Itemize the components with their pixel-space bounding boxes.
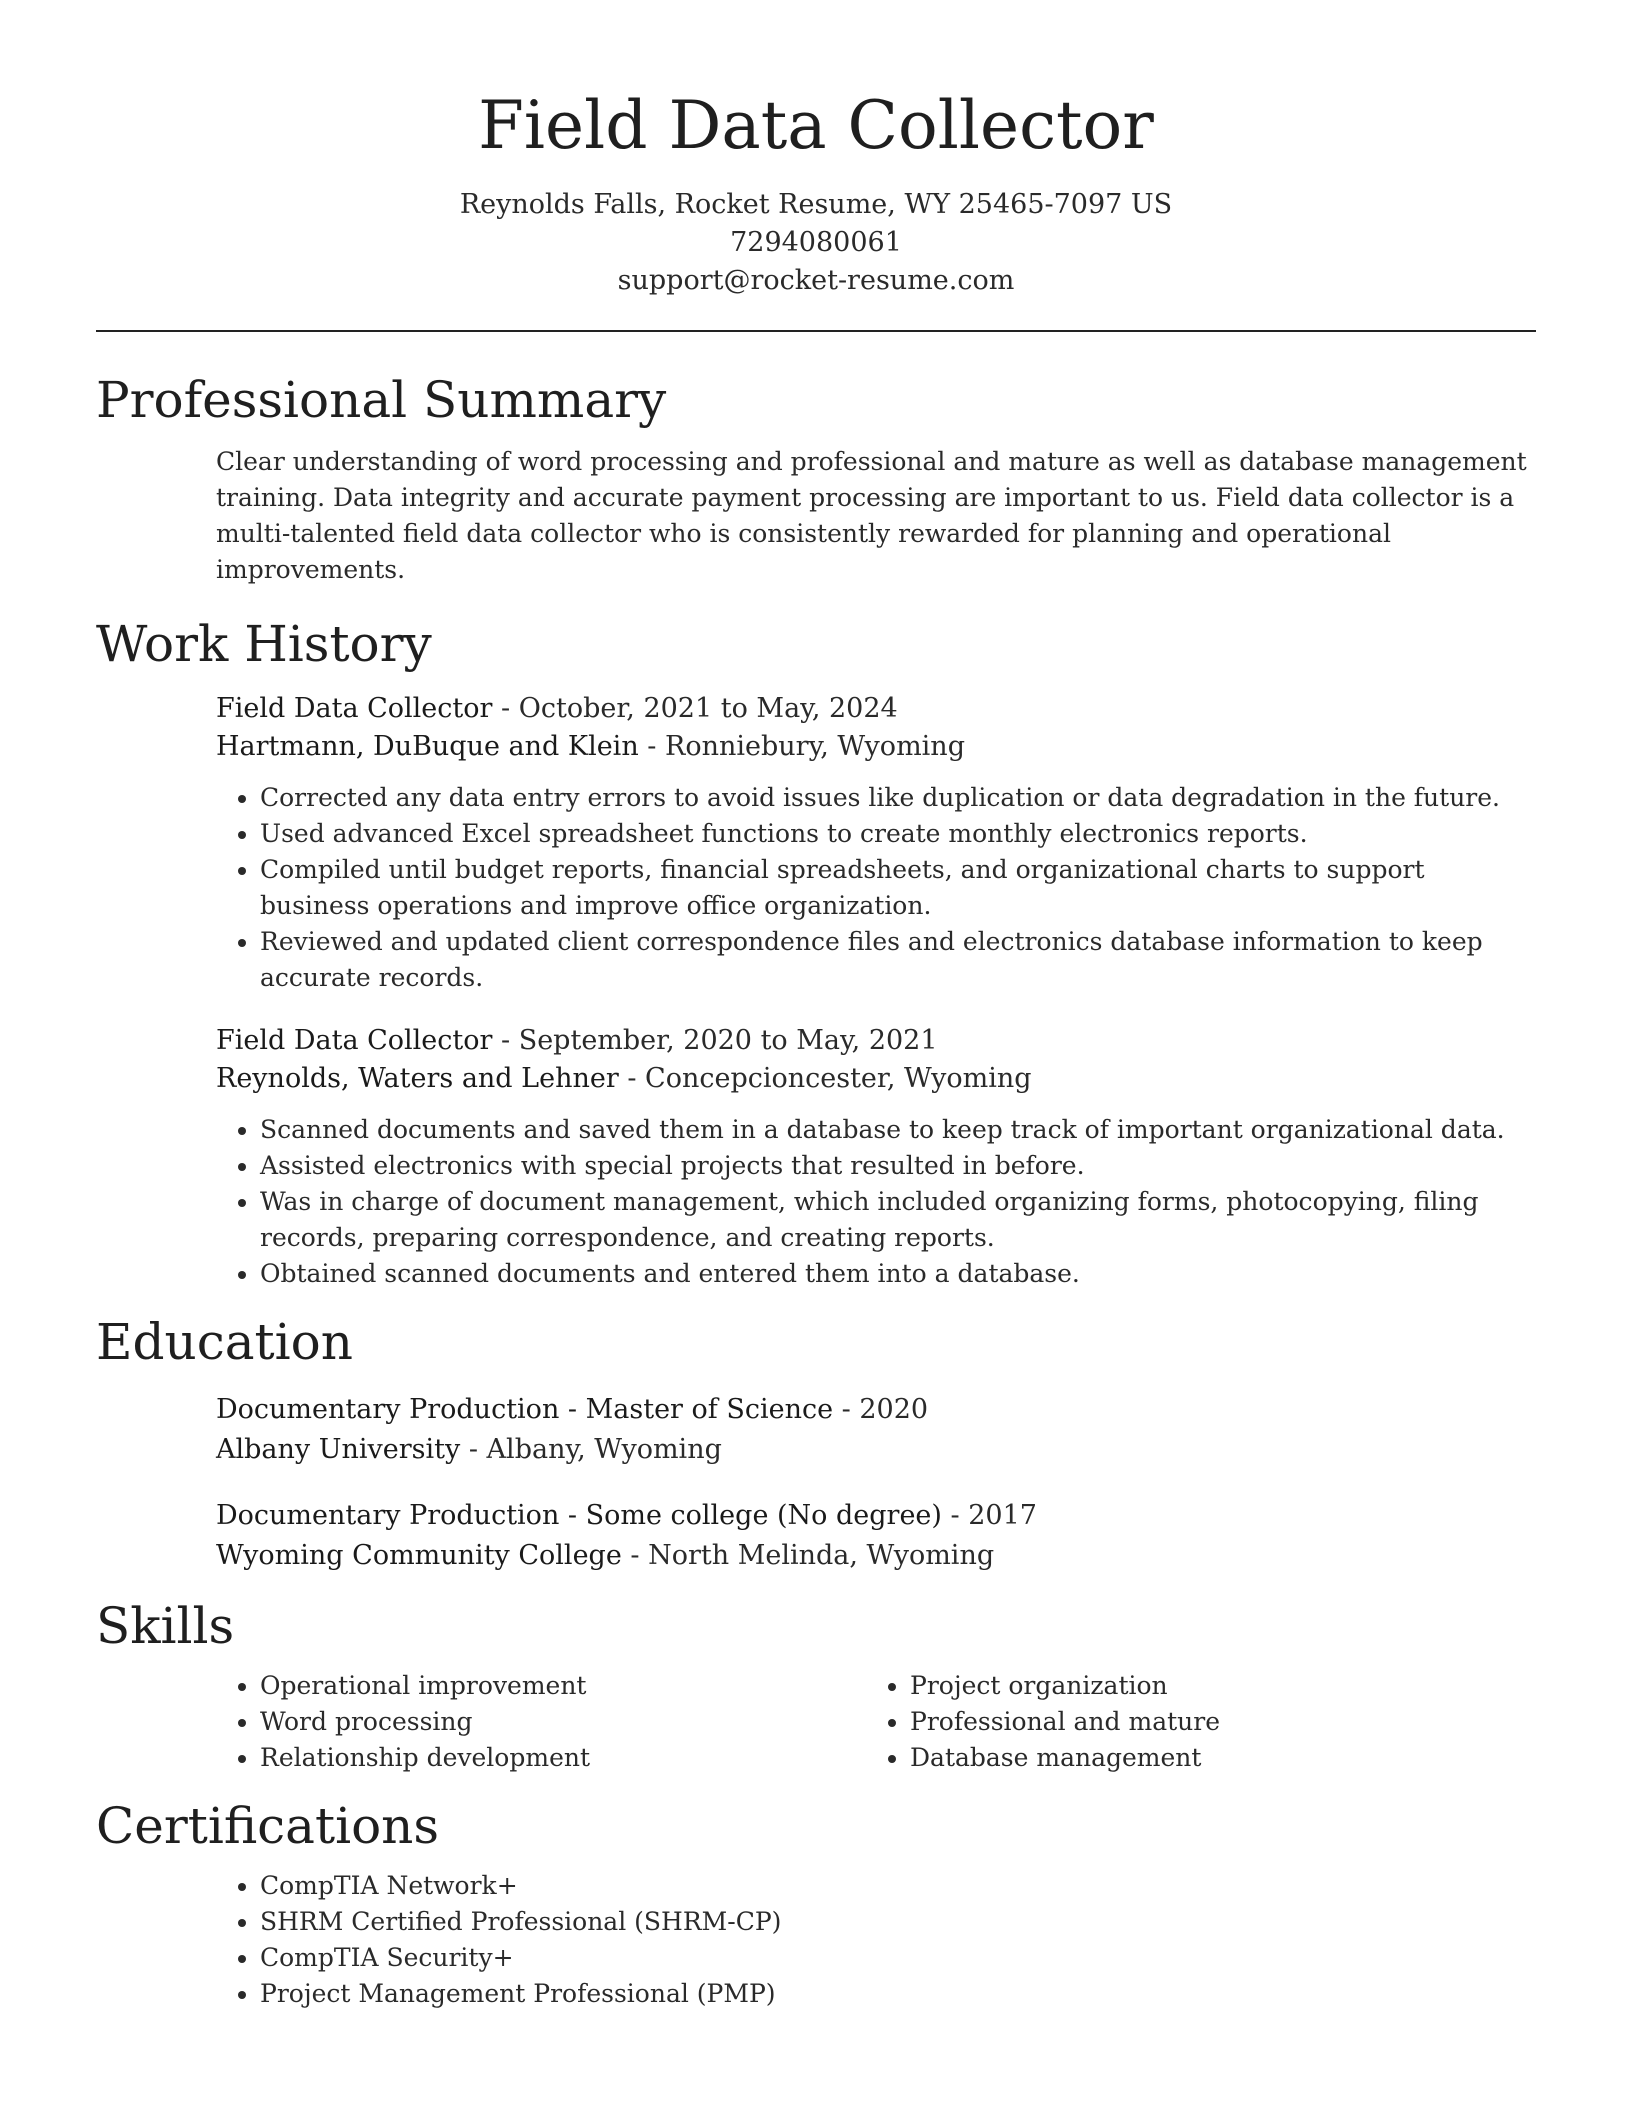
job-role: Field Data Collector	[216, 1025, 493, 1056]
education-degree: - Some college (No degree)	[559, 1500, 942, 1531]
certification-item: • SHRM Certified Professional (SHRM-CP)	[260, 1904, 1536, 1940]
skills-grid	[216, 1668, 1536, 1776]
education-school-line	[216, 1430, 1536, 1470]
job-bullet-list	[216, 1112, 1536, 1292]
job-role: Field Data Collector	[216, 693, 493, 724]
section-title-certifications: Certifications	[96, 1797, 440, 1855]
certifications-list	[216, 1868, 1536, 2012]
resume-header	[96, 0, 1536, 300]
job-bullet: • Assisted electronics with special projects that resulted in before.	[260, 1148, 1536, 1184]
section-title-work-history: Work History	[96, 615, 432, 673]
job-bullet-list	[216, 780, 1536, 996]
education-location: - Albany, Wyoming	[460, 1434, 722, 1465]
job-bullet: • Compiled until budget reports, financial spreadsheets, and organizational charts to support business operations and improve office organization.	[260, 852, 1536, 924]
skill-item: • Operational improvement	[260, 1668, 866, 1704]
job-title-line	[216, 1022, 1536, 1060]
certification-item: • CompTIA Network+	[260, 1868, 1536, 1904]
contact-phone: 7294080061	[730, 227, 902, 258]
education-year: - 2017	[941, 1500, 1037, 1531]
job-location: - Ronniebury, Wyoming	[638, 731, 965, 762]
job-dates: - October, 2021 to May, 2024	[492, 693, 898, 724]
education-field: Documentary Production	[216, 1394, 560, 1425]
education-entry	[216, 1496, 1536, 1576]
education-year: - 2020	[833, 1394, 929, 1425]
section-title-skills: Skills	[96, 1597, 235, 1655]
job-bullet: • Scanned documents and saved them in a database to keep track of important organizational data.	[260, 1112, 1536, 1148]
job-company: Hartmann, DuBuque and Klein	[216, 731, 639, 762]
header-divider	[96, 330, 1536, 332]
education-entry	[216, 1390, 1536, 1470]
education-school-line	[216, 1536, 1536, 1576]
contact-email: support@rocket-resume.com	[617, 265, 1015, 296]
job-bullet: • Reviewed and updated client correspondence files and electronics database information to keep accurate records.	[260, 924, 1536, 996]
summary-text: Clear understanding of word processing and professional and mature as well as database management training. Data integrity and accurate payment processing are important to us. Field data collector is a multi-talented field data collector who is consistently rewarded for planning and operational improvements.	[216, 447, 1527, 584]
education-field: Documentary Production	[216, 1500, 560, 1531]
job-company-line	[216, 1060, 1536, 1098]
education-school: Albany University	[216, 1434, 461, 1465]
job-bullet: • Obtained scanned documents and entered them into a database.	[260, 1256, 1536, 1292]
education-degree-line	[216, 1390, 1536, 1430]
resume-page	[96, 0, 1536, 2012]
skills-column-left	[216, 1668, 866, 1776]
contact-address: Reynolds Falls, Rocket Resume, WY 25465-7097 US	[459, 189, 1173, 220]
job-company: Reynolds, Waters and Lehner	[216, 1063, 619, 1094]
job-location: - Concepcioncester, Wyoming	[618, 1063, 1032, 1094]
resume-name: Field Data Collector	[478, 87, 1154, 164]
job-bullet: • Was in charge of document management, which included organizing forms, photocopying, filing records, preparing correspondence, and creating reports.	[260, 1184, 1536, 1256]
skills-list	[866, 1668, 1516, 1776]
skill-item: • Professional and mature	[910, 1704, 1516, 1740]
job-entry	[216, 690, 1536, 996]
job-dates: - September, 2020 to May, 2021	[492, 1025, 938, 1056]
certifications-body	[216, 1868, 1536, 2012]
skill-item: • Relationship development	[260, 1740, 866, 1776]
certification-item: • Project Management Professional (PMP)	[260, 1976, 1536, 2012]
certification-item: • CompTIA Security+	[260, 1940, 1536, 1976]
education-degree-line	[216, 1496, 1536, 1536]
section-title-education: Education	[96, 1313, 353, 1371]
skill-item: • Word processing	[260, 1704, 866, 1740]
skills-column-right	[866, 1668, 1516, 1776]
education-school: Wyoming Community College	[216, 1540, 622, 1571]
job-title-line	[216, 690, 1536, 728]
section-title-summary: Professional Summary	[96, 371, 667, 429]
job-entry	[216, 1022, 1536, 1292]
education-location: - North Melinda, Wyoming	[621, 1540, 995, 1571]
job-bullet: • Corrected any data entry errors to avoid issues like duplication or data degradation in the future.	[260, 780, 1536, 816]
skill-item: • Project organization	[910, 1668, 1516, 1704]
skills-list	[216, 1668, 866, 1776]
job-company-line	[216, 728, 1536, 766]
skill-item: • Database management	[910, 1740, 1516, 1776]
education-degree: - Master of Science	[559, 1394, 834, 1425]
job-bullet: • Used advanced Excel spreadsheet functions to create monthly electronics reports.	[260, 816, 1536, 852]
